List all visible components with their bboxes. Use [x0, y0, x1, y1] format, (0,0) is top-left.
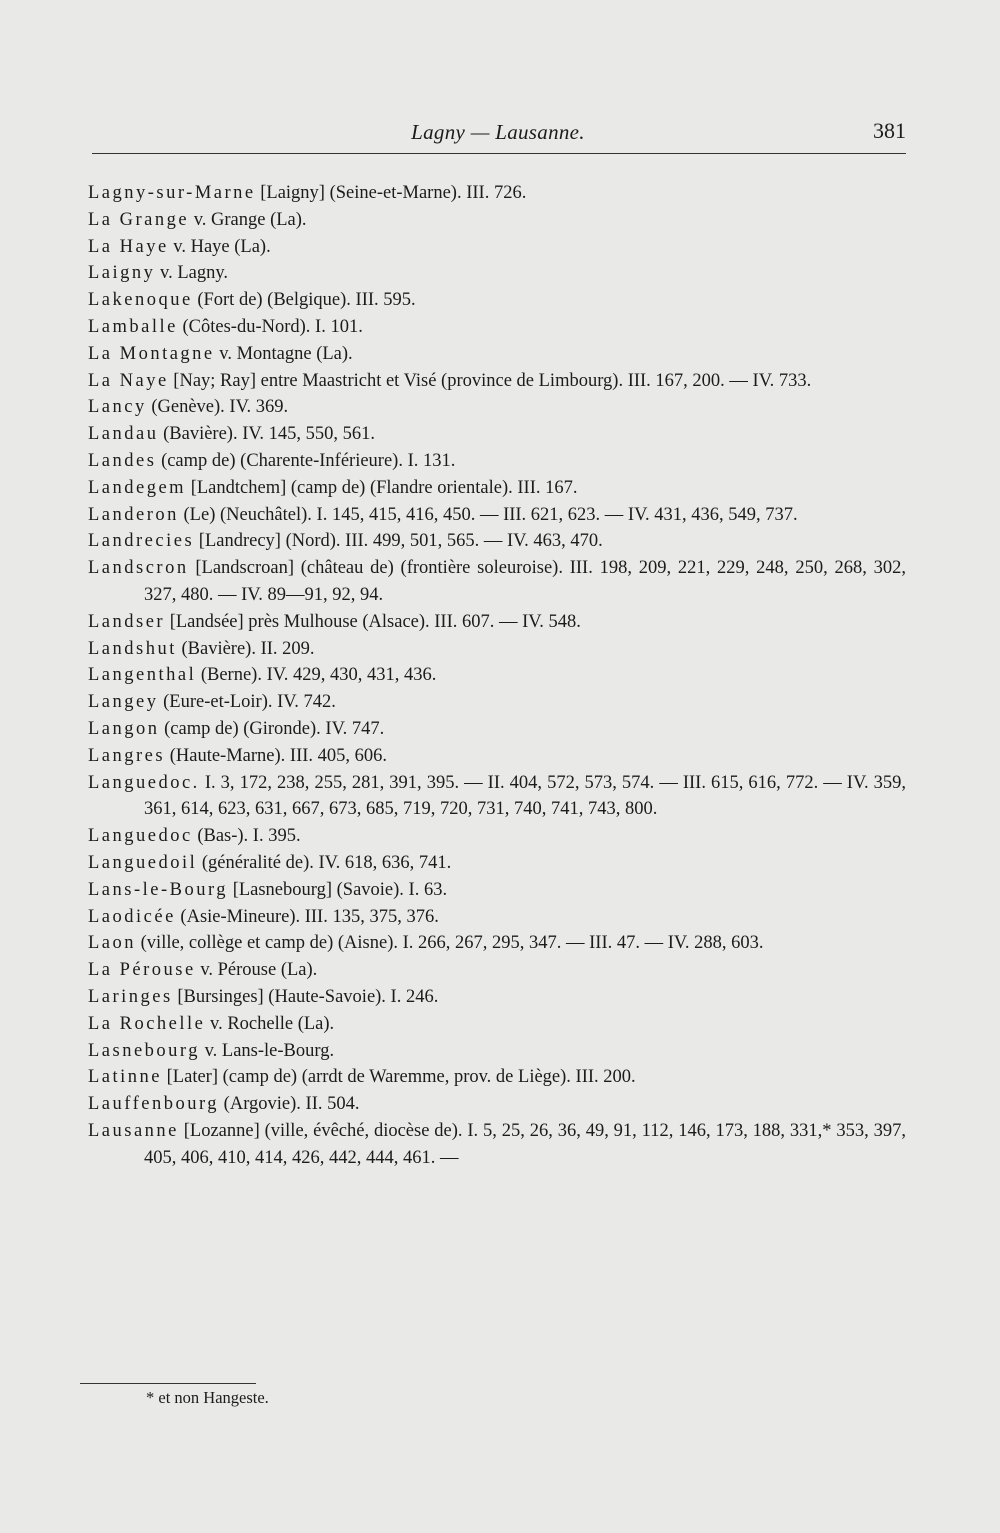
entry-headword: Landser	[88, 611, 166, 632]
index-entries	[88, 180, 906, 1171]
entry-headword: La Pérouse	[88, 960, 196, 981]
entry-text: (généralité de). IV. 618, 636, 741.	[197, 852, 452, 873]
entry-headword: Landau	[88, 424, 159, 445]
index-entry	[88, 957, 906, 984]
entry-text: [Nay; Ray] entre Maastricht et Visé (province de Limbourg). III. 167, 200. — IV. 733.	[168, 370, 812, 391]
entry-text: [Bursinges] (Haute-Savoie). I. 246.	[172, 986, 439, 1007]
entry-headword: La Montagne	[88, 343, 215, 364]
entry-headword: Languedoil	[88, 852, 198, 873]
entry-text: [Landscroan] (château de) (frontière soleuroise). III. 198, 209, 221, 229, 248, 250, 268, 302, 327, 480. — IV. 89—91, 92, 94.	[144, 558, 906, 605]
entry-headword: Languedoc.	[88, 772, 200, 793]
index-entry	[88, 555, 906, 609]
entry-headword: Lausanne	[88, 1120, 179, 1141]
entry-text: [Laigny] (Seine-et-Marne). III. 726.	[255, 183, 527, 203]
entry-headword: Lakenoque	[88, 290, 193, 311]
entry-headword: Laigny	[88, 263, 156, 284]
entry-text: (Bavière). IV. 145, 550, 561.	[158, 424, 375, 445]
entry-text: (Argovie). II. 504.	[219, 1094, 360, 1115]
entry-headword: La Grange	[88, 209, 190, 230]
index-entry	[88, 448, 906, 475]
index-entry	[88, 609, 906, 636]
index-entry	[88, 1011, 906, 1038]
index-entry	[88, 314, 906, 341]
index-entry	[88, 689, 906, 716]
index-entry	[88, 770, 906, 824]
index-entry	[88, 984, 906, 1011]
entry-headword: Landscron	[88, 558, 189, 579]
index-entry	[88, 287, 906, 314]
index-entry	[88, 662, 906, 689]
entry-headword: Laodicée	[88, 906, 176, 927]
entry-text: (camp de) (Gironde). IV. 747.	[159, 718, 385, 739]
entry-headword: Lasnebourg	[88, 1040, 200, 1061]
index-entry	[88, 368, 906, 395]
index-entry	[88, 877, 906, 904]
entry-text: v. Lans-le-Bourg.	[200, 1040, 335, 1061]
index-entry	[88, 528, 906, 555]
entry-headword: La Rochelle	[88, 1013, 206, 1034]
index-entry	[88, 1038, 906, 1065]
running-title: Lagny — Lausanne.	[411, 120, 585, 144]
entry-text: [Landrecy] (Nord). III. 499, 501, 565. — IV. 463, 470.	[194, 531, 603, 552]
entry-headword: Langenthal	[88, 665, 197, 686]
entry-text: [Lozanne] (ville, évêché, diocèse de). I. 5, 25, 26, 36, 49, 91, 112, 146, 173, 188, 331,* 353, 397, 405, 406, 410, 414, 426, 442, 444, 461. —	[144, 1120, 906, 1168]
entry-text: v. Pérouse (La).	[195, 960, 318, 981]
index-entry	[88, 207, 906, 234]
entry-text: [Lasnebourg] (Savoie). I. 63.	[228, 879, 448, 900]
footnote: * et non Hangeste.	[146, 1388, 269, 1407]
entry-headword: Languedoc	[88, 826, 193, 847]
entry-text: (Bas-). I. 395.	[192, 826, 301, 847]
entry-headword: Landes	[88, 450, 157, 471]
entry-headword: Lans-le-Bourg	[88, 879, 229, 900]
entry-text: v. Montagne (La).	[214, 343, 353, 364]
entry-text: v. Grange (La).	[189, 209, 307, 230]
entry-text: v. Lagny.	[155, 263, 229, 284]
entry-headword: La Haye	[88, 236, 169, 257]
entry-text: (Haute-Marne). III. 405, 606.	[165, 745, 388, 766]
entry-text: (Côtes-du-Nord). I. 101.	[177, 316, 363, 337]
index-entry	[88, 180, 906, 207]
entry-headword: Lamballe	[88, 316, 178, 337]
entry-text: [Landsée] près Mulhouse (Alsace). III. 607. — IV. 548.	[165, 611, 581, 632]
index-entry	[88, 421, 906, 448]
entry-text: (camp de) (Charente-Inférieure). I. 131.	[156, 450, 456, 471]
index-entry	[88, 823, 906, 850]
entry-headword: Latinne	[88, 1067, 163, 1088]
index-entry	[88, 743, 906, 770]
index-entry	[88, 904, 906, 931]
entry-text: (Fort de) (Belgique). III. 595.	[192, 290, 416, 311]
entry-text: [Later] (camp de) (arrdt de Waremme, prov. de Liège). III. 200.	[162, 1067, 636, 1088]
entry-text: v. Rochelle (La).	[205, 1013, 335, 1034]
entry-headword: La Naye	[88, 370, 169, 391]
entry-text: (Genève). IV. 369.	[146, 397, 289, 418]
index-entry	[88, 1091, 906, 1118]
entry-headword: Lancy	[88, 397, 147, 418]
entry-text: (Bavière). II. 209.	[176, 638, 315, 659]
entry-headword: Laon	[88, 933, 137, 954]
running-header	[90, 120, 906, 154]
entry-text: (Asie-Mineure). III. 135, 375, 376.	[175, 906, 439, 927]
footnote-rule	[80, 1383, 256, 1384]
entry-headword: Landshut	[88, 638, 177, 659]
entry-headword: Langres	[88, 745, 166, 766]
entry-headword: Langey	[88, 692, 159, 713]
entry-text: [Landtchem] (camp de) (Flandre orientale). III. 167.	[186, 477, 578, 498]
entry-text: (Le) (Neuchâtel). I. 145, 415, 416, 450. — III. 621, 623. — IV. 431, 436, 549, 737.	[178, 504, 798, 525]
index-entry	[88, 234, 906, 261]
header-rule	[92, 153, 906, 154]
index-entry	[88, 1064, 906, 1091]
entry-text: I. 3, 172, 238, 255, 281, 391, 395. — II. 404, 572, 573, 574. — III. 615, 616, 772. — IV. 359, 361, 614, 623, 631, 667, 673, 685, 719, 720, 731, 740, 741, 743, 800.	[144, 772, 906, 820]
entry-headword: Lagny-sur-Marne	[88, 183, 256, 203]
index-entry	[88, 260, 906, 287]
entry-text: (ville, collège et camp de) (Aisne). I. 266, 267, 295, 347. — III. 47. — IV. 288, 603.	[136, 933, 764, 954]
page-number: 381	[873, 118, 906, 143]
entry-text: (Berne). IV. 429, 430, 431, 436.	[196, 665, 437, 686]
index-entry	[88, 394, 906, 421]
index-entry	[88, 850, 906, 877]
entry-text: (Eure-et-Loir). IV. 742.	[158, 692, 336, 713]
index-entry	[88, 930, 906, 957]
index-entry	[88, 341, 906, 368]
entry-headword: Landrecies	[88, 531, 195, 552]
index-entry	[88, 502, 906, 529]
index-entry	[88, 1118, 906, 1172]
entry-headword: Langon	[88, 718, 160, 739]
entry-headword: Landegem	[88, 477, 187, 498]
index-entry	[88, 475, 906, 502]
entry-headword: Laringes	[88, 986, 173, 1007]
entry-text: v. Haye (La).	[168, 236, 271, 257]
entry-headword: Landeron	[88, 504, 179, 525]
entry-headword: Lauffenbourg	[88, 1094, 220, 1115]
index-entry	[88, 636, 906, 663]
index-entry	[88, 716, 906, 743]
